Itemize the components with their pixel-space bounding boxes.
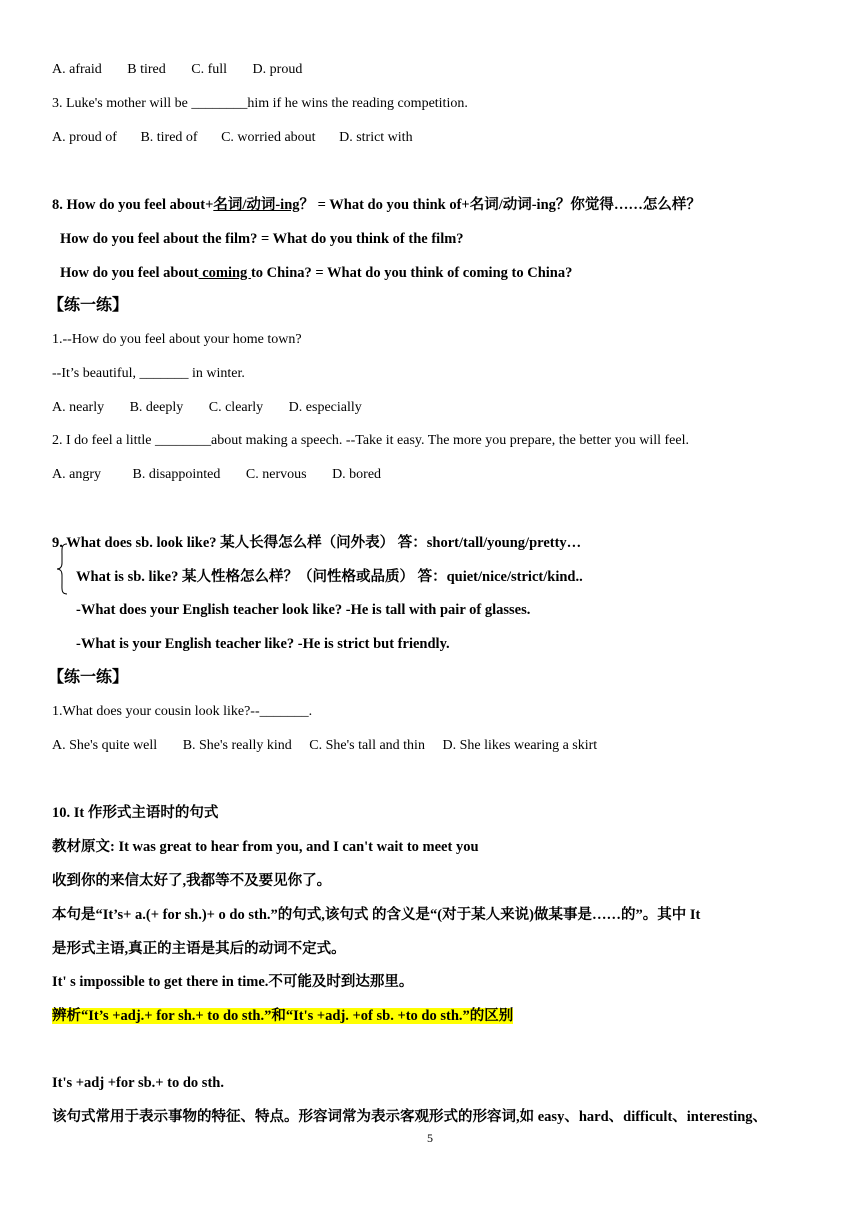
practice-heading: 【练一练】 [48, 669, 129, 686]
example-line: -What does your English teacher look like? -He is tall with pair of glasses. [76, 602, 531, 618]
option: A. afraid [52, 62, 102, 77]
options-row [52, 129, 413, 147]
option: D. proud [252, 62, 303, 77]
option: B tired [127, 62, 166, 77]
text-line: It's +adj +for sb.+ to do sth. [52, 1075, 224, 1091]
option: D. bored [332, 467, 382, 482]
highlight-span: 辨析“It’s +adj.+ for sh.+ to do sth.”和“It's +adj. +of sb. +to do sth.”的区别 [52, 1008, 514, 1024]
option: B. disappointed [132, 467, 221, 482]
option: B. deeply [129, 400, 184, 415]
example-line [60, 264, 572, 282]
option: C. She's tall and thin [309, 738, 425, 753]
option: B. She's really kind [182, 738, 292, 753]
question-text: 3. Luke's mother will be ________him if he wins the reading competition. [52, 96, 468, 111]
options-row [52, 466, 381, 484]
curly-brace-icon [55, 543, 69, 595]
options-row [52, 737, 597, 755]
question-text: 2. I do feel a little ________about making a speech. --Take it easy. The more you prepare, the better you will feel. [52, 433, 689, 448]
question-text: --It’s beautiful, _______ in winter. [52, 366, 245, 381]
section-9-subtitle: What is sb. like? 某人性格怎么样？（问性格或品质） 答：quiet/nice/strict/kind.. [76, 569, 583, 585]
section-8-title [52, 196, 701, 214]
text-line: 本句是“It’s+ a.(+ for sh.)+ o do sth.”的句式,该句式 的含义是“(对于某人来说)做某事是……的”。其中 It [52, 907, 701, 923]
option: D. especially [288, 400, 362, 415]
option: A. proud of [52, 130, 117, 145]
example-part: to China? = What do you think of coming to China? [250, 265, 573, 281]
example-line: How do you feel about the film? = What do you think of the film? [60, 231, 464, 247]
options-row [52, 399, 362, 417]
text-line: It' s impossible to get there in time.不可能及时到达那里。 [52, 974, 414, 990]
option: D. strict with [339, 130, 413, 145]
text-line: 该句式常用于表示事物的特征、特点。形容词常为表示客观形式的形容词,如 easy、hard、difficult、interesting、 [52, 1109, 768, 1125]
example-line: -What is your English teacher like? -He is strict but friendly. [76, 636, 450, 652]
section-10-title: 10. It 作形式主语时的句式 [52, 805, 219, 821]
section-9-title: 9. What does sb. look like? 某人长得怎么样（问外表） 答：short/tall/young/pretty… [52, 535, 582, 551]
option: B. tired of [140, 130, 198, 145]
title-part: 8. How do you feel about+ [52, 197, 214, 213]
example-part: How do you feel about [60, 265, 199, 281]
title-underlined: 名词/动词-ing [213, 197, 300, 213]
text-line: 是形式主语,真正的主语是其后的动词不定式。 [52, 941, 346, 957]
title-part: ？ = What do you think of+名词/动词-ing？你觉得……怎么样？ [299, 197, 701, 213]
option: D. She likes wearing a skirt [442, 738, 598, 753]
option: C. worried about [221, 130, 316, 145]
question-text: 1.--How do you feel about your home town? [52, 332, 302, 347]
practice-heading: 【练一练】 [48, 297, 129, 314]
option: A. nearly [52, 400, 105, 415]
option: A. angry [52, 467, 101, 482]
option: C. nervous [245, 467, 307, 482]
option: C. full [191, 62, 228, 77]
highlighted-text [52, 1007, 513, 1025]
options-row [52, 61, 302, 79]
option: C. clearly [208, 400, 264, 415]
page-number: 5 [427, 1131, 433, 1145]
question-text: 1.What does your cousin look like?--_______. [52, 704, 313, 719]
text-line: 教材原文: It was great to hear from you, and I can't wait to meet you [52, 839, 479, 855]
example-underlined: coming [198, 265, 251, 281]
option: A. She's quite well [52, 738, 158, 753]
text-line: 收到你的来信太好了,我都等不及要见你了。 [52, 873, 332, 889]
